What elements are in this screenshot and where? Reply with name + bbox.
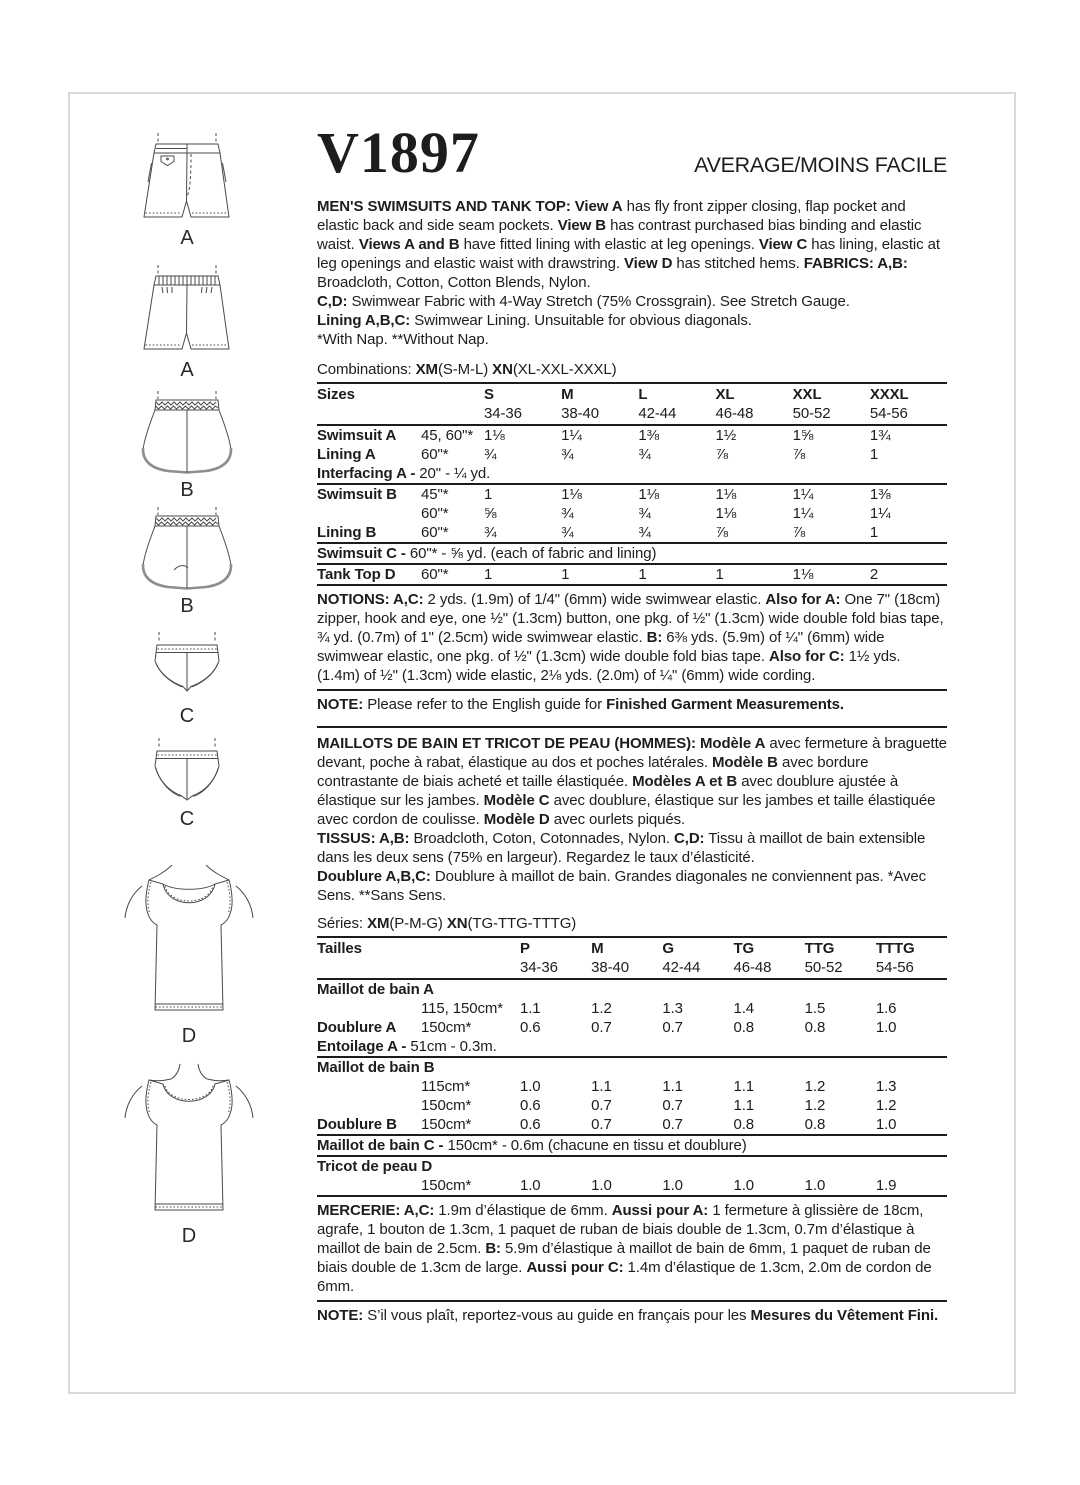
english-table-body (317, 426, 947, 586)
english-yardage-table (317, 382, 947, 586)
table-cell (317, 999, 421, 1018)
table-cell: 60"* (421, 505, 449, 522)
table-cell: 2 (869, 566, 879, 583)
table-cell: Tank Top D (317, 566, 396, 583)
size-range-header: 54-56 (875, 959, 914, 976)
size-range-header: 42-44 (662, 959, 701, 976)
text-segment: Interfacing A - (317, 465, 420, 482)
text-segment: Modèle C (483, 792, 550, 809)
text-segment: XM (367, 915, 390, 932)
table-row (317, 563, 947, 586)
size-range-header: 50-52 (792, 405, 831, 422)
table-cell: 1 (715, 566, 724, 583)
table-cell (317, 958, 421, 977)
table-cell: ⅞ (792, 524, 806, 541)
text-segment: View B (557, 217, 607, 234)
table-cell: Swimsuit A (317, 427, 397, 444)
french-description (317, 726, 947, 905)
table-cell: 1.3 (875, 1078, 897, 1095)
figure-briefs-c-front (133, 632, 241, 727)
text-segment: (TG-TTG-TTTG) (467, 915, 577, 932)
text-segment: TISSUS: A,B: (317, 830, 410, 847)
table-cell: 1¼ (792, 486, 814, 503)
table-row (317, 1056, 947, 1077)
french-mercerie (317, 1201, 947, 1296)
table-cell: 0.6 (520, 1116, 541, 1133)
text-segment: 51cm - 0.3m. (410, 1038, 497, 1055)
table-cell: Swimsuit B (317, 486, 397, 503)
text-segment: NOTIONS: A,C: (317, 591, 424, 608)
table-cell (421, 404, 484, 423)
text-segment: avec fermeture à braguette devant, poche à rabat, élastique au dos et poches latérales. (317, 735, 947, 771)
table-row (317, 1115, 947, 1134)
table-cell: 0.7 (591, 1097, 612, 1114)
size-column-header: XXL (792, 386, 822, 403)
table-cell: ¾ (484, 524, 497, 541)
size-range-header: 34-36 (520, 959, 558, 976)
table-row-text (317, 1037, 947, 1056)
text-segment: 1.4m d’élastique de 1.3cm, 2.0m de cordon de 6mm. (317, 1259, 932, 1295)
text-segment: has stitched hems. (672, 255, 804, 272)
text-segment: Finished Garment Measurements. (606, 696, 844, 713)
table-cell (421, 939, 520, 958)
figure-label: D (181, 1025, 197, 1047)
table-header-row (317, 958, 947, 977)
text-segment: Also for C: (769, 648, 845, 665)
table-cell: Lining B (317, 524, 377, 541)
table-cell: 1⅜ (638, 427, 659, 444)
table-cell: 1⅜ (869, 486, 891, 503)
table-cell: ⅞ (715, 446, 728, 463)
table-cell: 1.1 (520, 1000, 541, 1017)
table-cell: Maillot de bain A (317, 981, 434, 998)
table-row-text (317, 464, 947, 483)
english-description (317, 197, 947, 349)
figure-label: C (179, 808, 195, 830)
text-segment: Modèle D (483, 811, 550, 828)
table-cell: 1.0 (804, 1177, 826, 1194)
figure-shorts-a-front (128, 132, 246, 249)
text-segment: (XL-XXL-XXXL) (512, 361, 617, 378)
text-segment: View C (758, 236, 808, 253)
table-cell: 1.3 (662, 1000, 683, 1017)
table-cell: 1½ (715, 427, 737, 444)
difficulty-label: AVERAGE/MOINS FACILE (694, 153, 947, 177)
size-range-header: 34-36 (484, 405, 522, 422)
size-column-header: S (484, 386, 494, 403)
table-cell: 0.8 (733, 1019, 755, 1036)
table-cell: 1¼ (561, 427, 582, 444)
size-range-header: 46-48 (733, 959, 772, 976)
size-column-header: L (638, 386, 648, 403)
table-cell: 1.6 (875, 1000, 897, 1017)
table-cell: 1.1 (733, 1097, 755, 1114)
text-segment: has contrast purchased bias binding and elastic waist. (317, 217, 922, 253)
table-cell: ¾ (561, 524, 574, 541)
english-note (317, 689, 947, 714)
briefs-c-front-drawing (133, 632, 241, 702)
text-segment: Modèle B (712, 754, 778, 771)
table-cell: 1⅛ (484, 427, 505, 444)
size-column-header: XXXL (869, 386, 909, 403)
table-row (317, 464, 947, 483)
text-segment: Doublure à maillot de bain. Grandes diagonales ne conviennent pas. *Avec Sens. **Sans Sens. (317, 868, 927, 904)
text-segment: C,D: (317, 293, 348, 310)
text-segment: Aussi pour A: (611, 1202, 709, 1219)
text-segment: XN (492, 361, 513, 378)
table-row (317, 426, 947, 445)
size-column-header: TG (733, 940, 755, 957)
table-cell: 1⅝ (792, 427, 814, 444)
table-row (317, 1037, 947, 1056)
size-column-header: TTG (804, 940, 835, 957)
text-segment: 1 fermeture à glissière de 18cm, agrafe, 1 bouton de 1.3cm, 1 paquet de ruban de biais double de 1.3cm, 0.7m d’élastique à maillot de bain de 2.5cm. (317, 1202, 924, 1257)
table-row (317, 1155, 947, 1176)
english-table-header (317, 384, 947, 426)
table-cell: ⅝ (484, 505, 497, 522)
french-table-body (317, 980, 947, 1197)
text-segment: C,D: (674, 830, 705, 847)
text-segment: Also for A: (765, 591, 841, 608)
table-row (317, 1018, 947, 1037)
table-row (317, 504, 947, 523)
table-row (317, 445, 947, 464)
table-cell: 60"* (421, 446, 449, 463)
table-cell (317, 404, 421, 423)
shorts-b-back-drawing (130, 506, 244, 592)
table-header-row (317, 385, 947, 404)
figure-label: A (180, 227, 194, 249)
table-cell: 1⅛ (715, 486, 737, 503)
table-cell: 150cm* (421, 1097, 472, 1114)
text-segment: Swimwear Lining. Unsuitable for obvious diagonals. (410, 312, 752, 329)
size-range-header: 38-40 (591, 959, 630, 976)
text-segment: Lining A,B,C: (317, 312, 411, 329)
text-segment: MERCERIE: A,C: (317, 1202, 435, 1219)
table-row-text (317, 1136, 947, 1155)
english-combinations (317, 360, 947, 379)
tank-d-front-drawing (120, 862, 258, 1022)
table-cell: 1.2 (804, 1097, 826, 1114)
text-segment: Broadcloth, Coton, Cotonnades, Nylon. (409, 830, 675, 847)
table-cell: 60"* (421, 566, 449, 583)
text-segment: (P-M-G) (389, 915, 447, 932)
table-cell: 1.5 (804, 1000, 826, 1017)
table-cell: ⅞ (792, 446, 806, 463)
text-segment: Swimsuit C - (317, 545, 410, 562)
table-cell: 150cm* (421, 1177, 472, 1194)
table-cell: 1.0 (520, 1078, 541, 1095)
size-column-header: M (591, 940, 604, 957)
text-segment: Entoilage A - (317, 1038, 411, 1055)
figure-label: B (180, 595, 194, 617)
text-segment: avec ourlets piqués. (549, 811, 686, 828)
table-cell: 1⅛ (561, 486, 582, 503)
tank-d-back-drawing (120, 1062, 258, 1222)
text-segment: B: (485, 1240, 501, 1257)
text-segment: Aussi pour C: (526, 1259, 624, 1276)
table-cell: 1 (484, 566, 493, 583)
text-segment: Tissu à maillot de bain extensible dans les deux sens (75% en largeur). Regardez le taux d’élasticité. (317, 830, 926, 866)
table-cell: 1 (638, 566, 647, 583)
table-cell: 0.8 (804, 1116, 826, 1133)
table-cell: Maillot de bain B (317, 1059, 435, 1076)
table-cell (317, 1096, 421, 1115)
shorts-a-back-drawing (128, 264, 246, 356)
table-cell: 1.0 (520, 1177, 541, 1194)
table-cell: 1.2 (875, 1097, 897, 1114)
table-cell: 1⅛ (638, 486, 659, 503)
text-segment: Modèles A et B (632, 773, 738, 790)
shorts-a-front-drawing (128, 132, 246, 224)
text-segment: FABRICS: A,B: (803, 255, 908, 272)
figure-label: C (179, 705, 195, 727)
table-cell: 150cm* (421, 1019, 472, 1036)
size-column-header: TTTG (875, 940, 915, 957)
text-segment: Swimwear Fabric with 4-Way Stretch (75% Crossgrain). See Stretch Gauge. (347, 293, 850, 310)
size-range-header: 54-56 (869, 405, 908, 422)
table-cell: 1¼ (792, 505, 814, 522)
text-segment: avec doublure, élastique sur les jambes et taille élastiquée avec cordon de coulisse. (317, 792, 936, 828)
table-cell: 1.2 (804, 1078, 826, 1095)
table-cell: Doublure A (317, 1019, 397, 1036)
table-cell (317, 1176, 421, 1195)
table-cell (317, 1077, 421, 1096)
table-cell: ⅞ (715, 524, 728, 541)
table-cell: 1 (869, 524, 879, 541)
size-column-header: G (662, 940, 674, 957)
table-cell: ¾ (561, 505, 574, 522)
table-cell: Doublure B (317, 1116, 397, 1133)
table-cell: 1.1 (591, 1078, 612, 1095)
table-cell: 1¼ (869, 505, 891, 522)
text-segment: XN (446, 915, 468, 932)
size-column-header: XL (715, 386, 735, 403)
text-segment: XM (415, 361, 438, 378)
table-header-row (317, 939, 947, 958)
table-cell: 1 (484, 486, 493, 503)
table-cell: 0.6 (520, 1019, 541, 1036)
size-range-header: 38-40 (561, 405, 600, 422)
table-cell (317, 504, 421, 523)
table-cell: 115cm* (421, 1078, 471, 1095)
text-segment: (S-M-L) (437, 361, 493, 378)
text-segment: S’il vous plaît, reportez-vous au guide en français pour les (363, 1307, 751, 1324)
table-cell: 1.1 (733, 1078, 755, 1095)
table-row (317, 483, 947, 504)
text-segment: Views A and B (358, 236, 460, 253)
table-cell: 1.4 (733, 1000, 755, 1017)
table-cell: 1.0 (733, 1177, 755, 1194)
table-cell: 1.1 (662, 1078, 683, 1095)
figure-tank-d-front (120, 862, 258, 1047)
text-segment: View D (624, 255, 673, 272)
table-cell: 0.7 (662, 1116, 683, 1133)
table-row-text (317, 1157, 947, 1176)
table-cell: 150cm* (421, 1116, 472, 1133)
text-segment: 60"* - ⅝ yd. (each of fabric and lining) (409, 545, 657, 562)
text-segment: NOTE: (317, 1307, 364, 1324)
table-cell: 1.9 (875, 1177, 897, 1194)
table-row (317, 523, 947, 542)
text-segment: *With Nap. **Without Nap. (317, 331, 489, 348)
french-table-header (317, 938, 947, 980)
page-border (68, 92, 1016, 1394)
table-header-row (317, 404, 947, 423)
text-segment: avec doublure ajustée à élastique sur les jambes. (317, 773, 899, 809)
figure-tank-d-back (120, 1062, 258, 1247)
table-cell: 1 (869, 446, 879, 463)
text-segment: 1.9m d’élastique de 6mm. (434, 1202, 612, 1219)
size-range-header: 46-48 (715, 405, 754, 422)
table-cell: 1.0 (662, 1177, 683, 1194)
figure-label: A (180, 359, 194, 381)
table-row (317, 999, 947, 1018)
text-segment: B: (646, 629, 663, 646)
size-column-header: P (520, 940, 530, 957)
table-cell: 0.8 (804, 1019, 826, 1036)
table-row-text (317, 980, 947, 999)
figure-shorts-b-front (130, 390, 244, 501)
table-cell: ¾ (484, 446, 497, 463)
text-segment: avec bordure contrastante de biais acheté et taille élastiquée. (317, 754, 869, 790)
french-series (317, 914, 947, 933)
size-range-header: 50-52 (804, 959, 843, 976)
table-corner-label: Tailles (317, 940, 362, 957)
text-segment: 2 yds. (1.9m) of 1/4" (6mm) wide swimwear elastic. (423, 591, 766, 608)
table-row (317, 980, 947, 999)
table-row (317, 1134, 947, 1155)
table-cell: Lining A (317, 446, 376, 463)
text-segment: has lining, elastic at leg openings and elastic waist with drawstring. (317, 236, 940, 272)
table-cell (421, 958, 520, 977)
text-segment: 1½ yds. (1.4m) of ½" (1.3cm) wide elastic, 2⅛ yds. (2.0m) of ¼" (6mm) wide cording. (317, 648, 901, 684)
text-segment: Maillot de bain C - (317, 1137, 448, 1154)
size-range-header: 42-44 (638, 405, 677, 422)
table-cell: 1.0 (591, 1177, 612, 1194)
figure-shorts-b-back (130, 506, 244, 617)
text-segment: Combinations: (317, 361, 416, 378)
table-cell: 45, 60"* (421, 427, 474, 444)
table-cell: 0.7 (591, 1116, 612, 1133)
figure-label: B (180, 479, 194, 501)
shorts-b-front-drawing (130, 390, 244, 476)
table-row (317, 1096, 947, 1115)
text-segment: NOTE: (317, 696, 364, 713)
table-cell: ¾ (638, 505, 651, 522)
text-segment: has fly front zipper closing, flap pocket and elastic back and side seam pockets. (317, 198, 906, 234)
french-note (317, 1300, 947, 1325)
table-row (317, 1176, 947, 1197)
table-cell: ¾ (561, 446, 574, 463)
text-segment: Please refer to the English guide for (363, 696, 607, 713)
english-notions (317, 590, 947, 685)
table-cell: 1 (561, 566, 570, 583)
text-segment: 20" - ¼ yd. (419, 465, 491, 482)
table-row (317, 542, 947, 563)
table-row-text (317, 1058, 947, 1077)
text-segment: MAILLOTS DE BAIN ET TRICOT DE PEAU (HOMMES): Modèle A (317, 735, 766, 752)
text-segment: 6⅜ yds. (5.9m) of ¼" (6mm) wide swimwear elastic, one pkg. of ½" (1.3cm) wide double fold bias tape. (317, 629, 885, 665)
text-segment: 150cm* - 0.6m (chacune en tissu et doublure) (447, 1137, 747, 1154)
table-cell: 0.7 (591, 1019, 612, 1036)
table-cell: 60"* (421, 524, 449, 541)
table-cell: 1.0 (875, 1019, 897, 1036)
table-row-text (317, 544, 947, 563)
table-cell: 0.6 (520, 1097, 541, 1114)
text-segment: have fitted lining with elastic at leg openings. (459, 236, 759, 253)
table-cell: 1.0 (875, 1116, 897, 1133)
content-column (317, 94, 947, 1325)
table-cell: ¾ (638, 446, 651, 463)
french-yardage-table (317, 936, 947, 1197)
text-segment: One 7" (18cm) zipper, hook and eye, one ½" (1.3cm) button, one pkg. of ½" (1.3cm) wide double fold bias tape, ¾ yd. (0.7m) of 1" (2.5cm) wide swimwear elastic. (317, 591, 944, 646)
figure-shorts-a-back (128, 264, 246, 381)
briefs-c-back-drawing (133, 738, 241, 805)
table-cell: 1¾ (869, 427, 891, 444)
size-column-header: M (561, 386, 574, 403)
table-row (317, 1077, 947, 1096)
table-cell: 45"* (421, 486, 449, 503)
table-cell: Tricot de peau D (317, 1158, 433, 1175)
table-cell: ¾ (638, 524, 651, 541)
text-segment: MEN'S SWIMSUITS AND TANK TOP: View A (317, 198, 623, 215)
table-corner-label: Sizes (317, 386, 355, 403)
text-segment: Doublure A,B,C: (317, 868, 431, 885)
text-segment: Mesures du Vêtement Fini. (750, 1307, 939, 1324)
text-segment: Séries: (317, 915, 368, 932)
text-segment: 5.9m d’élastique à maillot de bain de 6mm, 1 paquet de ruban de biais double de 1.3cm de large. (317, 1240, 931, 1276)
table-cell: 1⅛ (715, 505, 737, 522)
table-cell: 115, 150cm* (421, 1000, 504, 1017)
figure-label: D (181, 1225, 197, 1247)
text-segment: Broadcloth, Cotton, Cotton Blends, Nylon. (317, 274, 591, 291)
table-cell: 1⅛ (792, 566, 814, 583)
pattern-number: V1897 (317, 120, 480, 185)
title-bar (317, 120, 947, 185)
table-cell: 0.7 (662, 1097, 683, 1114)
table-cell: 1.2 (591, 1000, 612, 1017)
table-cell (421, 385, 484, 404)
figure-briefs-c-back (133, 738, 241, 830)
table-cell: 0.7 (662, 1019, 683, 1036)
table-cell: 0.8 (733, 1116, 755, 1133)
